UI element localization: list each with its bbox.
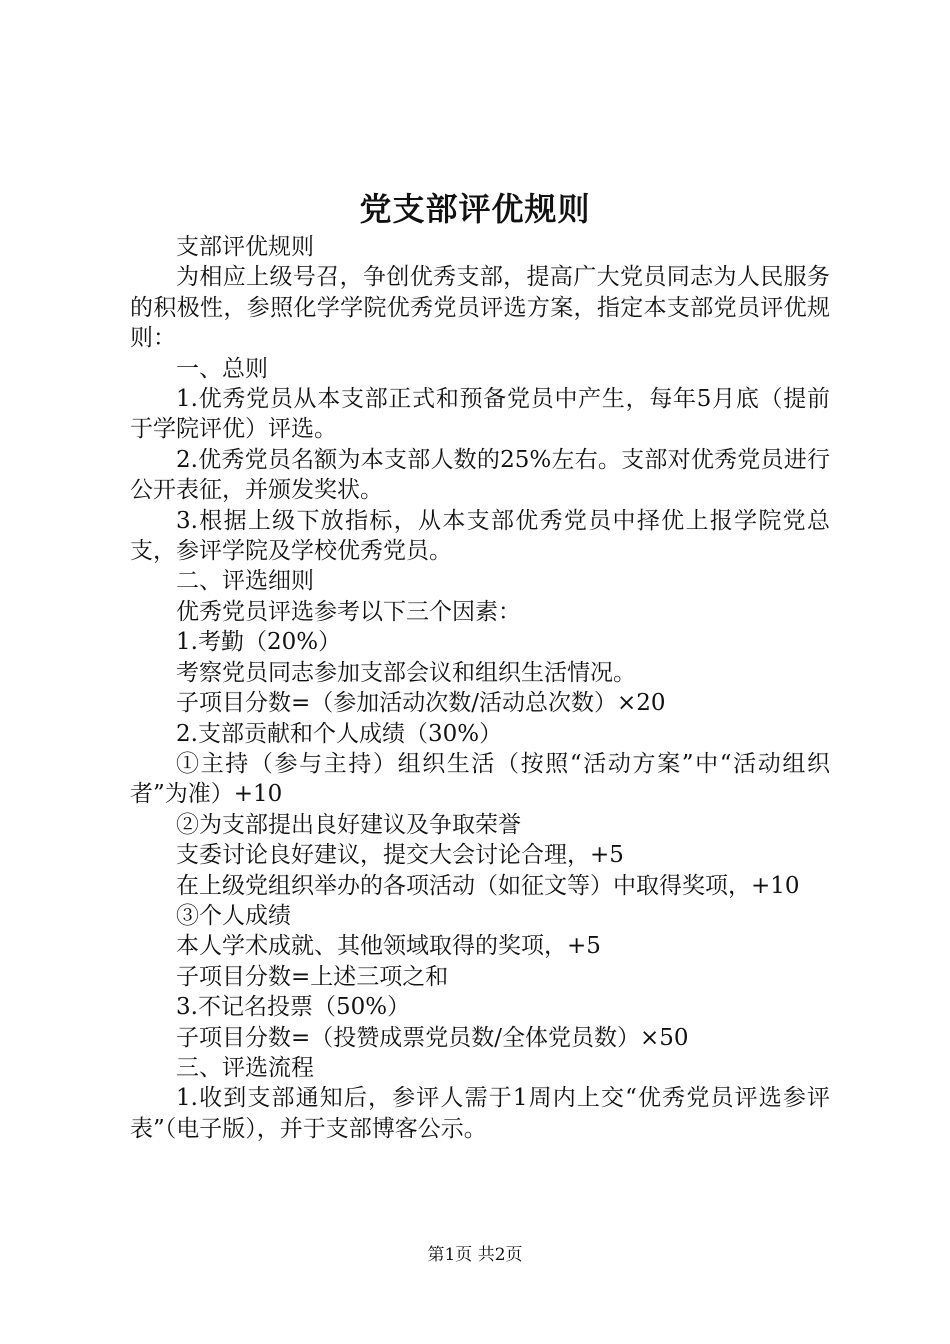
paragraph: 子项目分数=（参加活动次数/活动总次数）×20 [176,690,666,717]
paragraph: ③个人成绩 [176,902,291,929]
paragraph: 考察党员同志参加支部会议和组织生活情况。 [176,659,636,686]
paragraph: 2.优秀党员名额为本支部人数的25%左右。支部对优秀党员进行公开表征，并颁发奖状。 [130,446,830,504]
paragraph: 1.优秀党员从本支部正式和预备党员中产生，每年5月底（提前于学院评优）评选。 [130,386,830,443]
section-heading: 一、总则 [176,355,268,382]
section-heading: 二、评选细则 [176,568,314,595]
document-title: 党支部评优规则 [359,190,591,228]
paragraph: 1.考勤（20%） [176,629,342,656]
paragraph: 3.根据上级下放指标，从本支部优秀党员中择优上报学院党总支，参评学院及学校优秀党员。 [130,507,830,565]
paragraph: 3.不记名投票（50%） [176,994,411,1021]
paragraph: 1.收到支部通知后，参评人需于1周内上交“优秀党员评选参评表”（电子版），并于支部博客公示。 [130,1085,830,1142]
document-body [130,232,830,1144]
paragraph: 在上级党组织举办的各项活动（如征文等）中取得奖项，+10 [176,872,800,899]
paragraph: 为相应上级号召，争创优秀支部，提高广大党员同志为人民服务的积极性，参照化学学院优秀党员评选方案，指定本支部党员评优规则： [130,264,830,352]
page-footer: 第1页 共2页 [427,1245,523,1265]
paragraph: 优秀党员评选参考以下三个因素： [176,598,521,625]
paragraph: 支部评优规则 [176,234,314,260]
paragraph: 子项目分数=上述三项之和 [176,963,449,990]
paragraph: 子项目分数=（投赞成票党员数/全体党员数）×50 [176,1024,689,1051]
paragraph: 本人学术成就、其他领域取得的奖项，+5 [176,933,601,960]
paragraph: ①主持（参与主持）组织生活（按照“活动方案”中“活动组织者”为准）+10 [130,750,830,808]
paragraph: ②为支部提出良好建议及争取荣誉 [176,811,521,838]
paragraph: 2.支部贡献和个人成绩（30%） [176,720,503,747]
section-heading: 三、评选流程 [176,1054,314,1081]
paragraph: 支委讨论良好建议，提交大会讨论合理，+5 [176,842,624,869]
